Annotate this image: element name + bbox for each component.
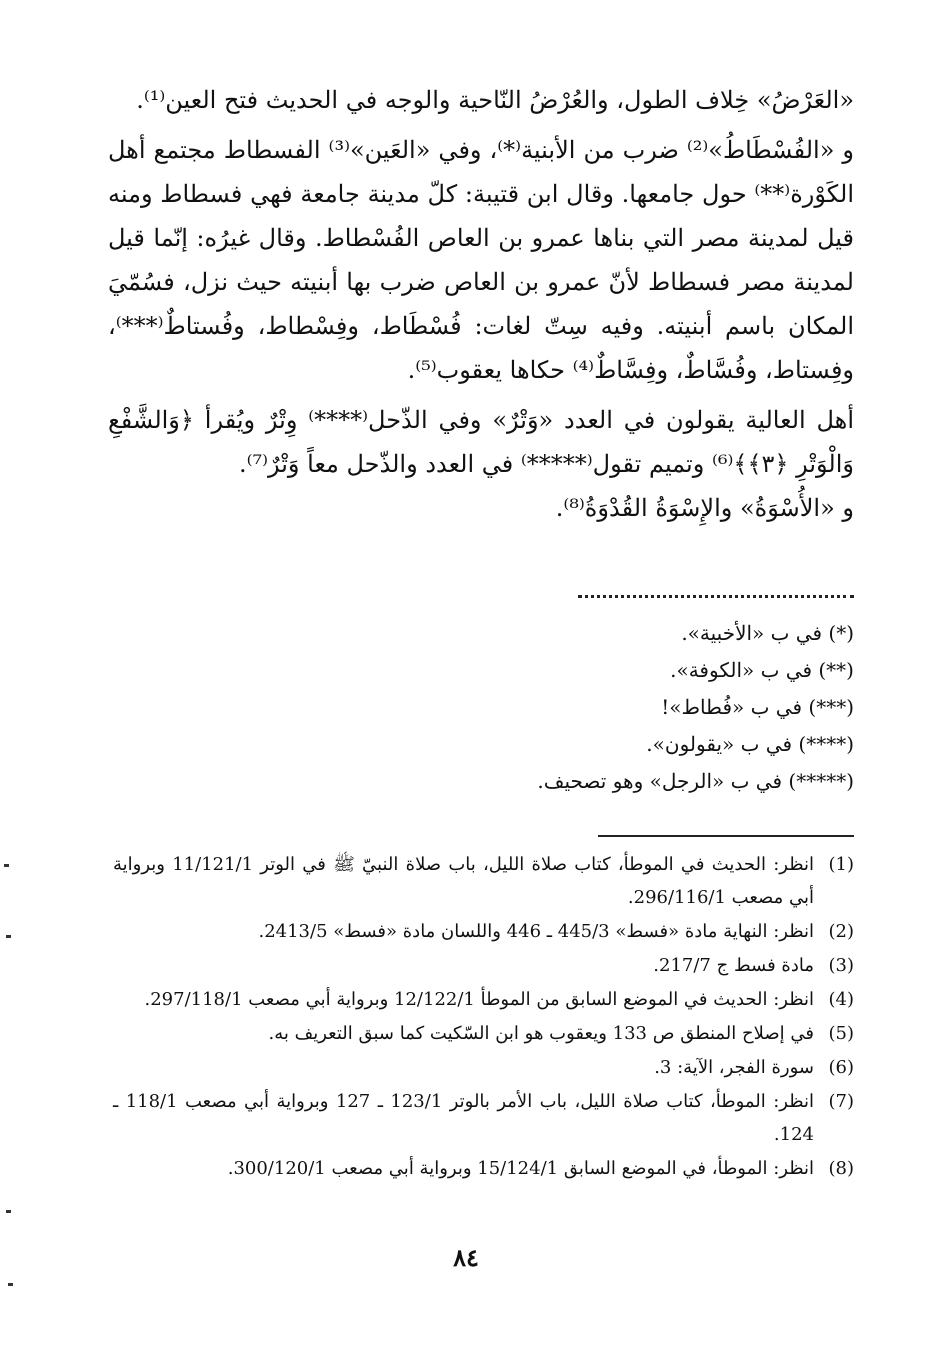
editor-notes (94, 615, 854, 800)
page-number: ٨٤ (453, 1243, 479, 1272)
footnote-text: سورة الفجر، الآية: 3. (654, 1057, 814, 1078)
footnote (109, 1152, 854, 1185)
footnote-number: (1) (828, 854, 854, 875)
footnote (109, 1085, 854, 1151)
footnote-number: (5) (828, 1023, 854, 1044)
footnote-number: (8) (828, 1158, 854, 1179)
footnote-number: (7) (828, 1091, 854, 1112)
footnote-text: انظر: الحديث في الموطأ، كتاب صلاة الليل، باب صلاة النبيّ ﷺ في الوتر 11/121/1 وبرواية أبي مصعب 296/116/1. (113, 854, 814, 908)
scan-mark (6, 1210, 11, 1213)
paragraph-witr: أهل العالية يقولون في العدد «وَتْرٌ» وفي الذّحل⁽****⁾ وِتْرٌ ويُقرأ ﴿وَالشَّفْعِ وَالْوَتْرِ ﴿٣﴾﴾⁽⁶⁾ وتميم تقول⁽*****⁾ في العدد والذّحل معاً وَتْرٌ⁽⁷⁾. (108, 406, 854, 478)
editor-note: (***) في ب «فُطاط»! (661, 695, 854, 719)
scan-mark (4, 864, 9, 867)
footnote-number: (4) (828, 989, 854, 1010)
paragraph-arad: «العَرْضُ» خِلاف الطول، والعُرْضُ النّاحية والوجه في الحديث فتح العين⁽¹⁾. (136, 86, 854, 114)
footnote (109, 915, 854, 948)
footnote-number: (2) (828, 921, 854, 942)
editor-note: (**) في ب «الكوفة». (670, 658, 854, 682)
footnote-number: (6) (828, 1057, 854, 1078)
paragraph-fustat: و «الفُسْطَاطُ»⁽²⁾ ضرب من الأبنية⁽*⁾، وفي «العَين»⁽³⁾ الفسطاط مجتمع أهل الكَوْرة⁽**⁾ حول جامعها. وقال ابن قتيبة: كلّ مدينة جامعة فهي فسطاط ومنه قيل لمدينة مصر التي بناها عمرو بن العاص الفُسْطاط. وقال غيرُه: إنّما قيل لمدينة مصر فسطاط لأنّ عمرو بن العاص ضرب بها أبنيته حيث نزل، فسُمّيَ المكان باسم أبنيته. وفيه سِتّ لغات: فُسْطَاط، وفِسْطاط، وفُستاطٌ⁽***⁾، وفِستاط، وفُسَّاطٌ، وفِسَّاطٌ⁽⁴⁾ حكاها يعقوب⁽⁵⁾. (108, 136, 854, 384)
footnote-text: انظر: الموطأ، كتاب صلاة الليل، باب الأمر بالوتر 123/1 ـ 127 وبرواية أبي مصعب 118/1 ـ 124. (113, 1091, 814, 1145)
footnote (109, 1051, 854, 1084)
footnote (109, 848, 854, 914)
editor-note: (*) في ب «الأخبية». (681, 621, 854, 645)
paragraph-uswa: و «الأُسْوَةُ» والإِسْوَةُ القُدْوَةُ⁽⁸⁾. (555, 494, 854, 522)
editor-note: (****) في ب «يقولون». (646, 732, 854, 756)
dotted-separator (578, 595, 854, 598)
footnote-text: مادة فسط ج 217/7. (653, 955, 814, 976)
footnote-text: انظر: الموطأ، في الموضع السابق 15/124/1 وبرواية أبي مصعب 300/120/1. (227, 1158, 814, 1179)
footnote-text: انظر: الحديث في الموضع السابق من الموطأ 12/122/1 وبرواية أبي مصعب 297/118/1. (144, 989, 814, 1010)
footnote (109, 983, 854, 1016)
footnote (109, 949, 854, 982)
footnote-number: (3) (828, 955, 854, 976)
footnote (109, 1017, 854, 1050)
footnote-text: في إصلاح المنطق ص 133 ويعقوب هو ابن السّكيت كما سبق التعريف به. (268, 1023, 814, 1044)
main-text (108, 78, 854, 530)
footnotes (109, 848, 854, 1186)
footnote-text: انظر: النهاية مادة «فسط» 445/3 ـ 446 واللسان مادة «فسط» 2413/5. (258, 921, 814, 942)
editor-note: (*****) في ب «الرجل» وهو تصحيف. (537, 769, 854, 793)
scan-mark (8, 1283, 13, 1286)
footnote-rule (598, 835, 854, 837)
scan-mark (6, 935, 11, 938)
